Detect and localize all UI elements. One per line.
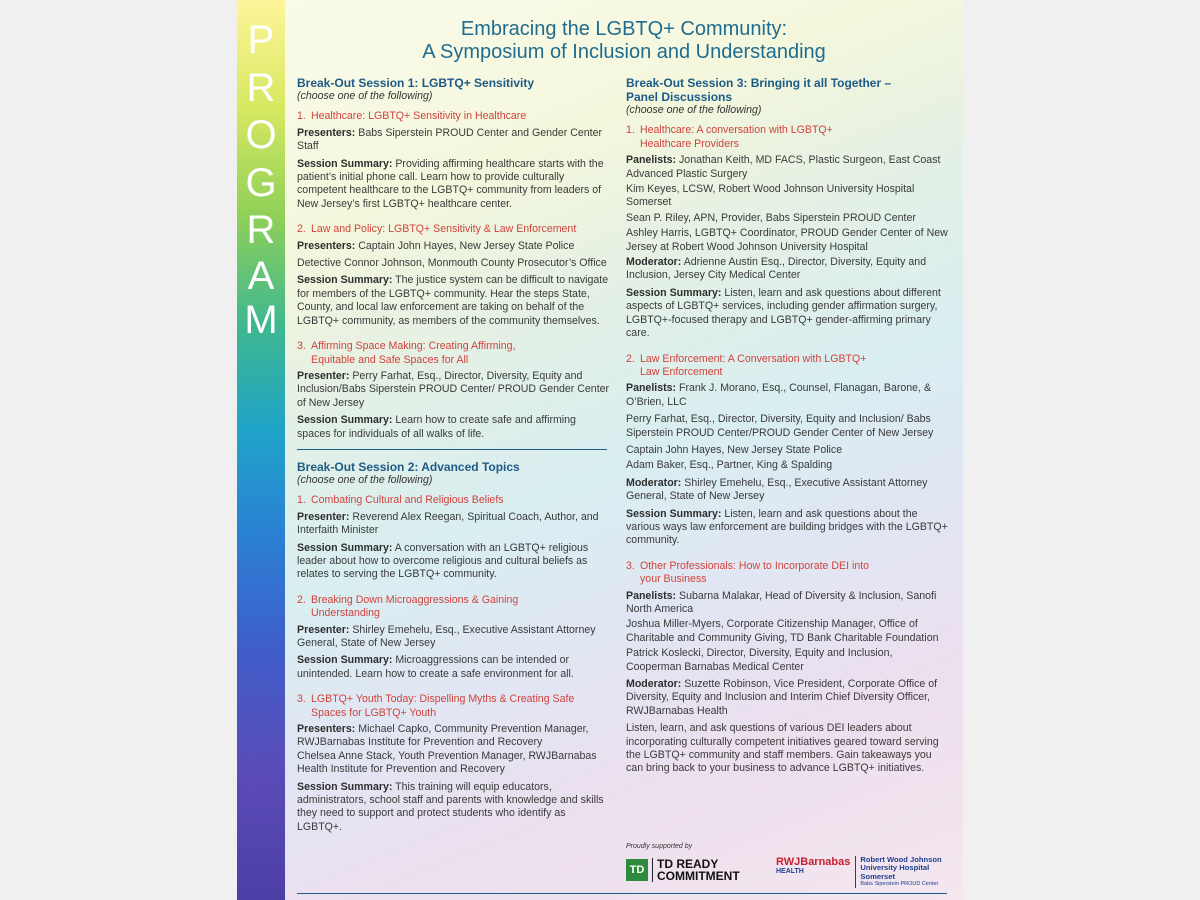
session-2-item-2-presenters: Presenter: Shirley Emehelu, Esq., Executive Assistant Attorney General, State of New Jersey [297,623,596,649]
session-2-item-1-presenters: Presenter: Reverend Alex Reegan, Spiritual Coach, Author, and Interfaith Minister [297,510,599,537]
sidebar-letter: R [246,66,276,110]
session-3-item-2-panelist-2: Perry Farhat, Esq., Director, Diversity, Equity and Inclusion/ Babs Siperstein PROUD Center/PROUD Gender Center of New Jersey [626,413,934,439]
session-1-item-2-presenters-2: Detective Connor Johnson, Monmouth County Prosecutor’s Office [297,257,607,270]
session-2-item-2-title: 2. Breaking Down Microaggressions & Gaining Understanding [297,593,519,620]
bottom-rule [297,893,947,894]
sidebar-letter: G [245,161,277,205]
session-2-choose: (choose one of the following) [297,473,433,486]
session-1-item-3-summary: Session Summary: Learn how to create safe and affirming spaces for individuals of all walks of life. [297,414,576,440]
session-2-item-1-title: 1. Combating Cultural and Religious Beliefs [297,494,504,507]
session-3-item-1-title: 1. Healthcare: A conversation with LGBTQ+ Healthcare Providers [626,124,833,150]
session-3-item-2-panelists: Panelists: Frank J. Morano, Esq., Counsel, Flanagan, Barone, & O’Brien, LLC [626,382,932,408]
session-3-item-2-summary: Session Summary: Listen, learn and ask questions about the various ways law enforcement are building bridges with the LGBTQ+ community. [626,507,948,547]
session-1-item-2-summary: Session Summary: The justice system can be difficult to navigate for members of the LGBTQ+ community. Hear the steps State, County, and local law enforcement are taking on behalf of the LGBTQ+ community, as members of the community themselves. [297,274,609,327]
rwj-somerset-name: Robert Wood Johnson University Hospital Somerset Babs Siperstein PROUD Center [855,856,941,888]
sidebar-letter: P [247,18,275,62]
session-3-item-3-panelist-3: Patrick Koslecki, Director, Diversity, Equity and Inclusion, Cooperman Barnabas Medical Center [626,647,893,673]
left-column [297,76,611,838]
session-3-item-3-panelist-2: Joshua Miller-Myers, Corporate Citizenship Manager, Office of Charitable and Community Giving, TD Bank Charitable Foundation [626,618,939,644]
program-sidebar [237,0,285,900]
session-1-item-2-presenters: Presenters: Captain John Hayes, New Jersey State Police [297,239,575,252]
sidebar-letter: A [247,254,275,298]
session-3-item-2-panelist-4: Adam Baker, Esq., Partner, King & Spalding [626,459,833,472]
title-line-2: A Symposium of Inclusion and Understanding [422,41,826,63]
session-2-item-3-presenters-2: Chelsea Anne Stack, Youth Prevention Manager, RWJBarnabas Health Institute for Prevention and Recovery [297,749,597,776]
sidebar-letter: O [245,113,277,157]
session-3-item-1-panelist-3: Sean P. Riley, APN, Provider, Babs Siperstein PROUD Center [626,211,916,224]
td-logo [626,858,740,882]
session-3-item-1-panelist-2: Kim Keyes, LCSW, Robert Wood Johnson University Hospital Somerset [626,183,915,209]
rwjbarnabas-logo [776,856,942,888]
sponsor-label: Proudly supported by [626,843,693,850]
session-2-item-1-summary: Session Summary: A conversation with an LGBTQ+ religious leader about how to overcome religious and cultural beliefs as relates to serving the LGBTQ+ community. [297,541,589,581]
session-2-item-3-summary: Session Summary: This training will equip educators, administrators, school staff and parents with knowledge and skills they need to support and protect students who identify as LGBTQ+. [297,780,604,833]
session-1-item-1-summary: Session Summary: Providing affirming healthcare starts with the patient’s initial phone call. Learn how to provide culturally competent healthcare to the LGBTQ+ community from leaders of New Jersey’s first LGBTQ+ healthcare center. [297,157,604,210]
title-line-1: Embracing the LGBTQ+ Community: [460,18,788,40]
td-mark-icon: TD [626,859,648,881]
session-3-item-2-title: 2. Law Enforcement: A Conversation with LGBTQ+ Law Enforcement [626,352,867,378]
rwj-mark: RWJBarnabas HEALTH [776,856,851,875]
sidebar-letter: R [246,208,276,252]
session-3-item-1-panelists: Panelists: Jonathan Keith, MD FACS, Plastic Surgeon, East Coast Advanced Plastic Surgery [626,154,941,180]
session-2-item-3-title: 3. LGBTQ+ Youth Today: Dispelling Myths & Creating Safe Spaces for LGBTQ+ Youth [297,693,575,719]
program-page [237,0,963,900]
session-1-item-1-presenters: Presenters: Babs Siperstein PROUD Center and Gender Center Staff [297,126,603,153]
session-3-item-3-panelists: Panelists: Subarna Malakar, Head of Diversity & Inclusion, Sanofi North America [626,589,937,615]
session-1-item-3-title: 3. Affirming Space Making: Creating Affirming, Equitable and Safe Spaces for All [297,340,516,366]
session-1-item-1-title: 1. Healthcare: LGBTQ+ Sensitivity in Healthcare [297,110,527,123]
right-column [626,76,948,780]
session-3-item-3-closing: Listen, learn, and ask questions of various DEI leaders about incorporating culturally competent initiatives geared toward serving the LGBTQ+ community and staff members. Gain takeaways you can bring back to your business to advance LGBTQ+ initiatives. [626,722,939,775]
section-divider [297,449,607,450]
session-3-item-2-panelist-3: Captain John Hayes, New Jersey State Police [626,443,843,456]
session-2-item-2-summary: Session Summary: Microaggressions can be intended or unintended. Learn how to create a safe environment for all. [297,654,574,680]
sidebar-letter: M [244,298,278,342]
session-3-item-1-moderator: Moderator: Adrienne Austin Esq., Director, Diversity, Equity and Inclusion, Jersey City Medical Center [626,256,927,282]
session-3-item-1-panelist-4: Ashley Harris, LGBTQ+ Coordinator, PROUD Gender Center of New Jersey at Robert Wood Johnson University Hospital [626,227,948,253]
page-title [285,18,963,64]
session-3-item-2-moderator: Moderator: Shirley Emehelu, Esq., Executive Assistant Attorney General, State of New Jersey [626,476,928,503]
session-1-heading: Break-Out Session 1: LGBTQ+ Sensitivity [297,76,535,90]
session-2-item-3-presenters: Presenters: Michael Capko, Community Prevention Manager, RWJBarnabas Institute for Prevention and Recovery [297,723,589,749]
td-ready-commitment: TD READY COMMITMENT [652,858,740,882]
session-1-item-3-presenters: Presenter: Perry Farhat, Esq., Director, Diversity, Equity and Inclusion/Babs Siperstein PROUD Center/ PROUD Gender Center of New Jersey [297,369,610,409]
session-3-choose: (choose one of the following) [626,104,762,116]
session-3-item-3-title: 3. Other Professionals: How to Incorporate DEI into your Business [626,559,870,586]
session-3-heading-2: Panel Discussions [626,90,733,104]
session-3-item-1-summary: Session Summary: Listen, learn and ask questions about different aspects of LGBTQ+ services, including gender affirmation surgery, LGBTQ+-focused therapy and LGBTQ+ gender-affirming primary care. [626,286,941,340]
session-3-item-3-moderator: Moderator: Suzette Robinson, Vice President, Corporate Office of Diversity, Equity and Inclusion and Interim Chief Diversity Officer, RWJBarnabas Health [626,678,938,717]
session-3-heading-1: Break-Out Session 3: Bringing it all Together – [626,76,892,90]
session-1-item-2-title: 2. Law and Policy: LGBTQ+ Sensitivity & Law Enforcement [297,223,577,236]
session-2-heading: Break-Out Session 2: Advanced Topics [297,459,520,474]
session-1-choose: (choose one of the following) [297,90,433,102]
